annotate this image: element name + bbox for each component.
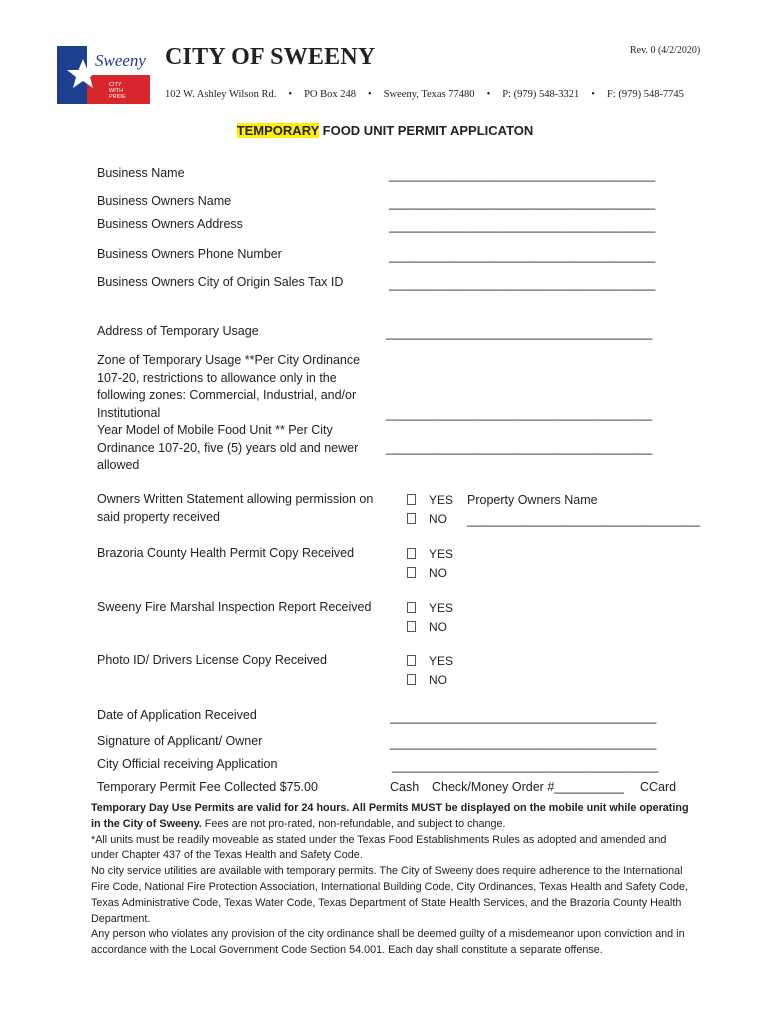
photo-id-label: Photo ID/ Drivers License Copy Received [97, 653, 327, 667]
written-statement-yes[interactable]: YES [407, 493, 453, 507]
pay-check[interactable]: Check/Money Order #__________ [432, 780, 624, 794]
property-owner-field[interactable]: ___________________________________ [467, 513, 700, 527]
signature-field[interactable]: ________________________________________ [390, 736, 657, 750]
bullet: • [591, 89, 595, 100]
po-box: PO Box 248 [304, 89, 357, 100]
health-permit-yes[interactable]: YES [407, 547, 453, 561]
temp-address-label: Address of Temporary Usage [97, 324, 259, 338]
footer-p1: Temporary Day Use Permits are valid for 24 hours. All Permits MUST be displayed on the mobile unit while operating in the City of Sweeny. Fees are not pro-rated, non-refundable, and subject to change. [91, 802, 689, 830]
footer-notes [91, 801, 691, 959]
date-received-field[interactable]: ________________________________________ [390, 710, 657, 724]
checkbox[interactable] [407, 494, 416, 505]
property-owner-label: Property Owners Name [467, 493, 598, 507]
svg-text:WITH: WITH [109, 88, 124, 94]
official-label: City Official receiving Application [97, 757, 278, 771]
year-model-label: Year Model of Mobile Food Unit ** Per City Ordinance 107-20, five (5) years old and newer allowed [97, 423, 359, 472]
fire-marshal-yes[interactable]: YES [407, 601, 453, 615]
owners-name-field[interactable]: ________________________________________ [389, 196, 656, 210]
svg-text:CITY: CITY [109, 82, 122, 88]
owners-phone-label: Business Owners Phone Number [97, 247, 282, 261]
business-name-label: Business Name [97, 166, 185, 180]
city-logo [57, 46, 150, 104]
owners-phone-field[interactable]: ________________________________________ [389, 249, 656, 263]
contact-line [165, 89, 684, 100]
sales-tax-id-field[interactable]: ________________________________________ [389, 277, 656, 291]
address: 102 W. Ashley Wilson Rd. [165, 89, 277, 100]
photo-id-yes[interactable]: YES [407, 654, 453, 668]
checkbox[interactable] [407, 548, 416, 559]
checkbox[interactable] [407, 602, 416, 613]
bullet: • [486, 89, 491, 100]
checkbox[interactable] [407, 621, 416, 632]
bullet: • [288, 89, 293, 100]
city-state-zip: Sweeny, Texas 77480 [383, 89, 475, 100]
pay-card[interactable]: CCard [640, 780, 677, 794]
checkbox[interactable] [407, 567, 416, 578]
revision-label: Rev. 0 (4/2/2020) [630, 45, 701, 56]
temp-address-field[interactable]: ________________________________________ [386, 326, 653, 340]
zone-field[interactable]: ________________________________________ [386, 407, 653, 421]
city-name: CITY OF SWEENY [165, 44, 376, 70]
owners-address-label: Business Owners Address [97, 217, 243, 231]
fire-marshal-label: Sweeny Fire Marshal Inspection Report Received [97, 600, 372, 614]
photo-id-no[interactable]: NO [407, 673, 447, 687]
fee-label: Temporary Permit Fee Collected $75.00 [97, 780, 318, 794]
signature-label: Signature of Applicant/ Owner [97, 734, 263, 748]
checkbox[interactable] [407, 513, 416, 524]
svg-text:PRIDE: PRIDE [109, 94, 126, 100]
form-title [0, 123, 770, 138]
written-statement-label: Owners Written Statement allowing permission on said property received [97, 492, 374, 524]
year-model-field[interactable]: ________________________________________ [386, 441, 653, 455]
fire-marshal-no[interactable]: NO [407, 620, 447, 634]
title-rest: FOOD UNIT PERMIT APPLICATON [319, 123, 534, 138]
footer-p3: No city service utilities are available with temporary permits. The City of Sweeny does require adherence to the International Fire Code, National Fire Protection Association, International Building Code, City Ordinances, Texas Health and Safety Code, Texas Administrative Code, Texas Water Code, Texas Department of State Health Services, and the Brazoria County Health Department. [91, 865, 688, 925]
business-name-field[interactable]: ________________________________________ [389, 168, 656, 182]
title-highlight: TEMPORARY [236, 123, 320, 138]
svg-text:Sweeny: Sweeny [95, 51, 146, 70]
owners-address-field[interactable]: ________________________________________ [389, 219, 656, 233]
written-statement-no[interactable]: NO [407, 512, 447, 526]
owners-name-label: Business Owners Name [97, 194, 232, 208]
date-received-label: Date of Application Received [97, 708, 257, 722]
checkbox[interactable] [407, 655, 416, 666]
health-permit-no[interactable]: NO [407, 566, 447, 580]
phone: P: (979) 548-3321 [502, 89, 580, 100]
bullet: • [368, 89, 372, 100]
footer-p4: Any person who violates any provision of the city ordinance shall be deemed guilty of a misdemeanor upon conviction and in accordance with the Local Government Code Section 54.001. Each day shall constitute a separate offense. [91, 928, 685, 957]
footer-bold: Temporary Day Use Permits are valid for 24 hours. All Permits MUST be displayed on the mobile unit while operating in the City of Sweeny. [91, 802, 689, 830]
fax: F: (979) 548-7745 [606, 89, 684, 100]
zone-label: Zone of Temporary Usage **Per City Ordinance 107-20, restrictions to allowance only in the following zones: Commercial, Industrial, and/or Institutional [97, 353, 361, 420]
official-field[interactable]: ________________________________________ [392, 759, 659, 773]
health-permit-label: Brazoria County Health Permit Copy Received [97, 546, 355, 560]
pay-cash[interactable]: Cash [390, 780, 420, 794]
footer-p2: *All units must be readily moveable as stated under the Texas Food Establishments Rules as adopted and amended and under Chapter 437 of the Texas Health and Safety Code. [91, 833, 667, 862]
checkbox[interactable] [407, 674, 416, 685]
sales-tax-id-label: Business Owners City of Origin Sales Tax ID [97, 275, 344, 289]
